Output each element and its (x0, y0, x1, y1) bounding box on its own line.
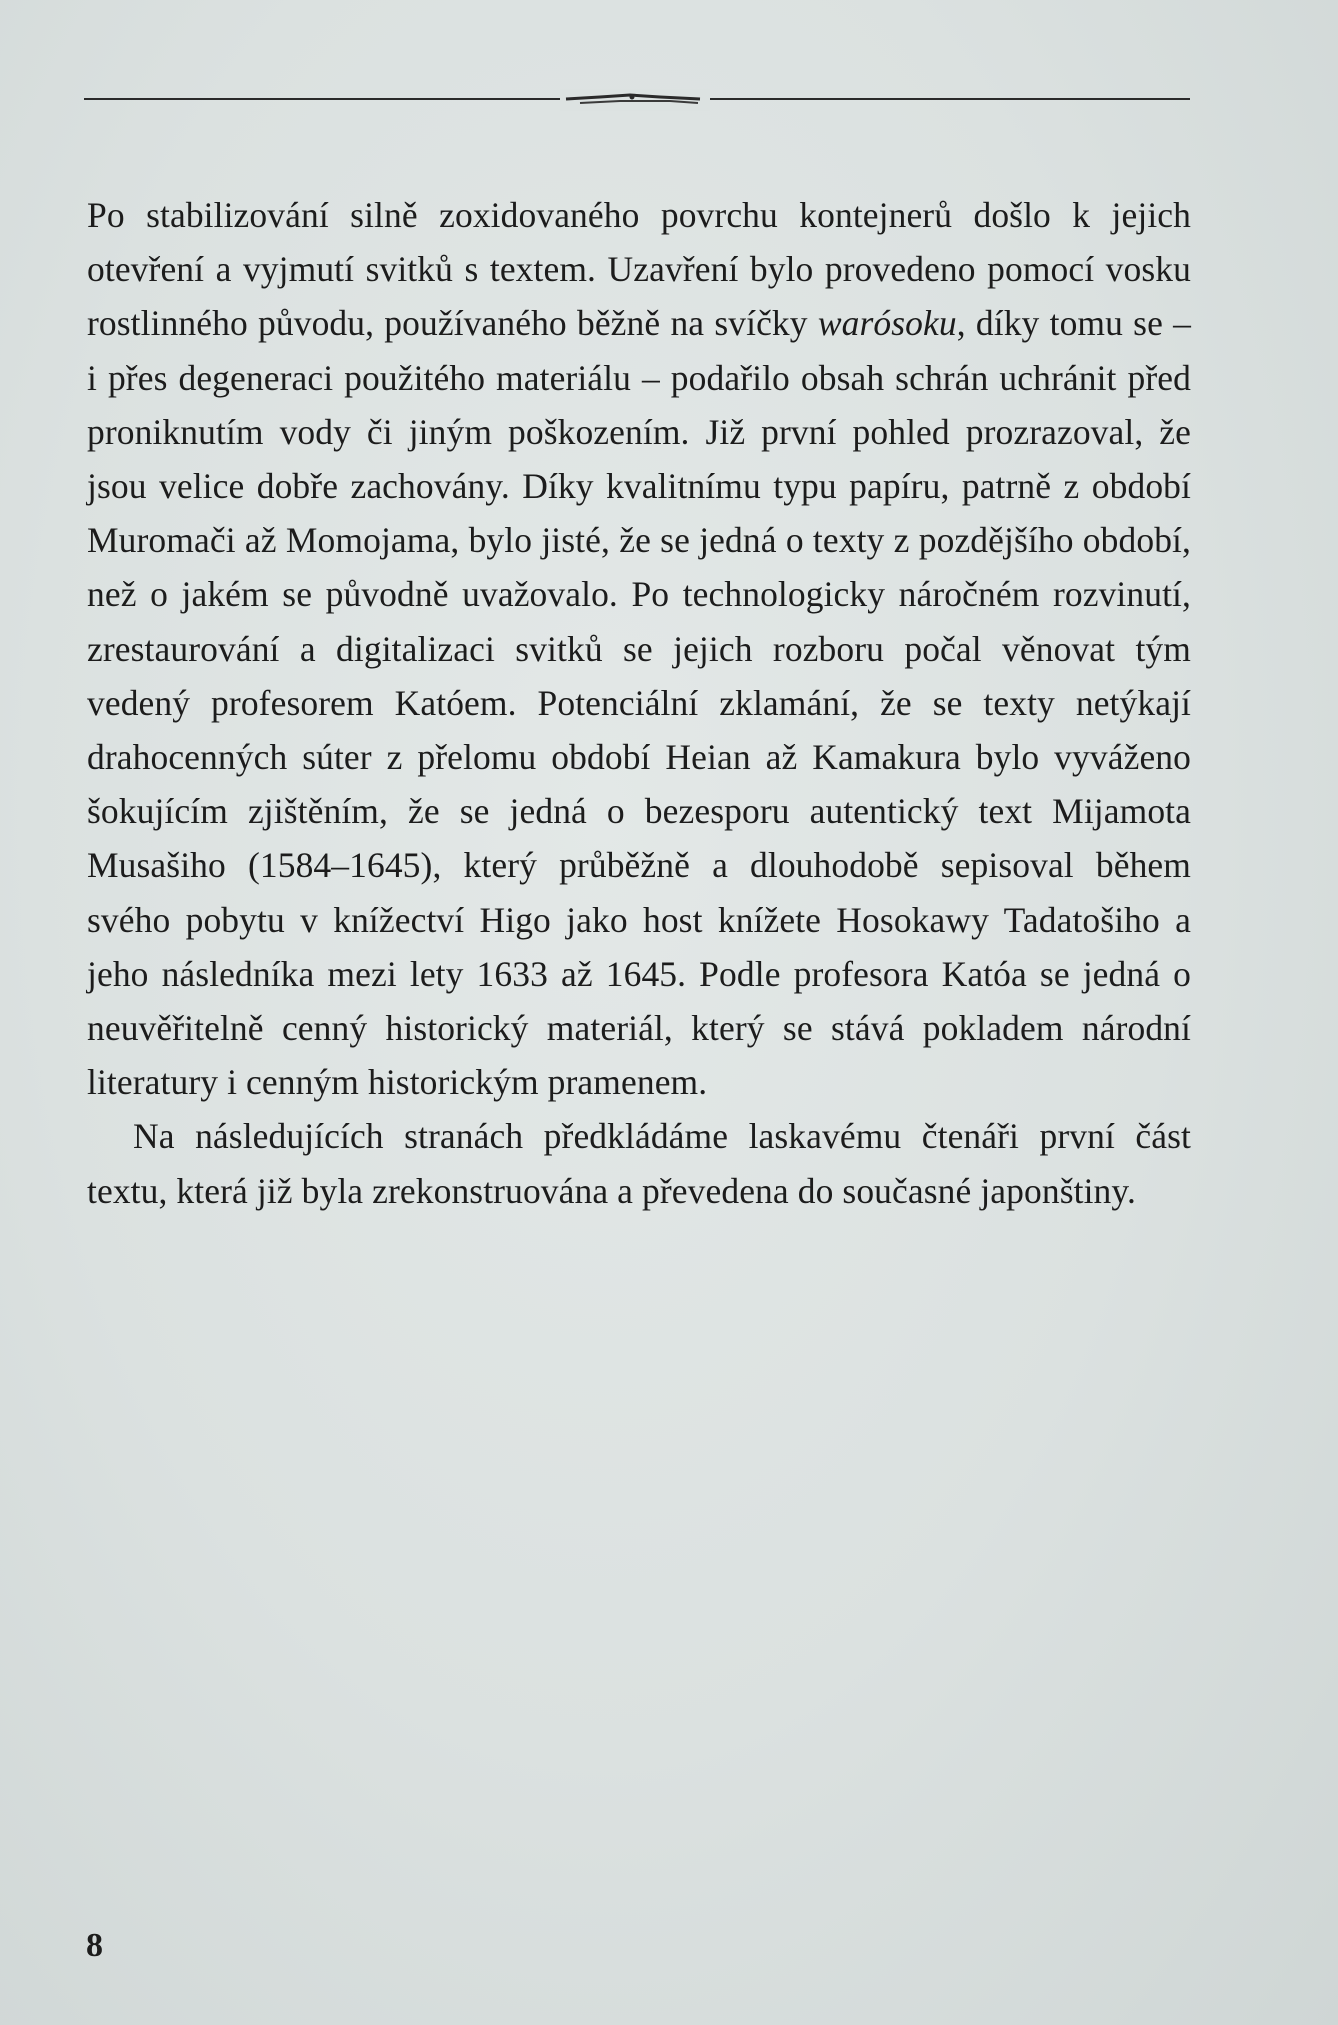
body-text (87, 188, 1191, 1218)
paragraph-2: Na následujících stranách předkládáme laskavému čtenáři první část textu, která již byla zrekonstruována a převedena do současné japonštiny. (87, 1116, 1191, 1211)
paragraph-1-text-start: Po stabilizování silně zoxidovaného povrchu kontejnerů došlo k jejich otevření a vyjmutí svitků s textem. Uzavření bylo provedeno pomocí vosku rostlinného původu, používaného běžně na svíčky (87, 195, 1191, 344)
italic-term: warósoku (817, 303, 957, 344)
header-ornament-icon (560, 89, 710, 111)
paragraph-1 (87, 188, 1191, 1109)
page-number: 8 (86, 1927, 103, 1964)
paragraph-1-text-end: , díky tomu se – i přes degeneraci použitého materiálu – podařilo obsah schrán uchránit před proniknutím vody či jiným poškozením. Již první pohled prozrazoval, že jsou velice dobře zachovány. Díky kvalitnímu typu papíru, patrně z období Muromači až Momojama, bylo jisté, že se jedná o texty z pozdějšího období, než o jakém se původně uvažovalo. Po technologicky náročném rozvinutí, zrestaurování a digitalizaci svitků se jejich rozboru počal věnovat tým vedený profesorem Katóem. Potenciální zklamání, že se texty netýkají drahocenných súter z přelomu období Heian až Kamakura bylo vyváženo šokujícím zjištěním, že se jedná o bezesporu autentický text Mijamota Musašiho (1584–1645), který průběžně a dlouhodobě sepisoval během svého pobytu v knížectví Higo jako host knížete Hosokawy Tadatošiho a jeho následníka mezi lety 1633 až 1645. Podle profesora Katóa se jedná o neuvěřitelně cenný historický materiál, který se stává pokladem národní literatury i cenným historickým pramenem. (87, 303, 1191, 1103)
